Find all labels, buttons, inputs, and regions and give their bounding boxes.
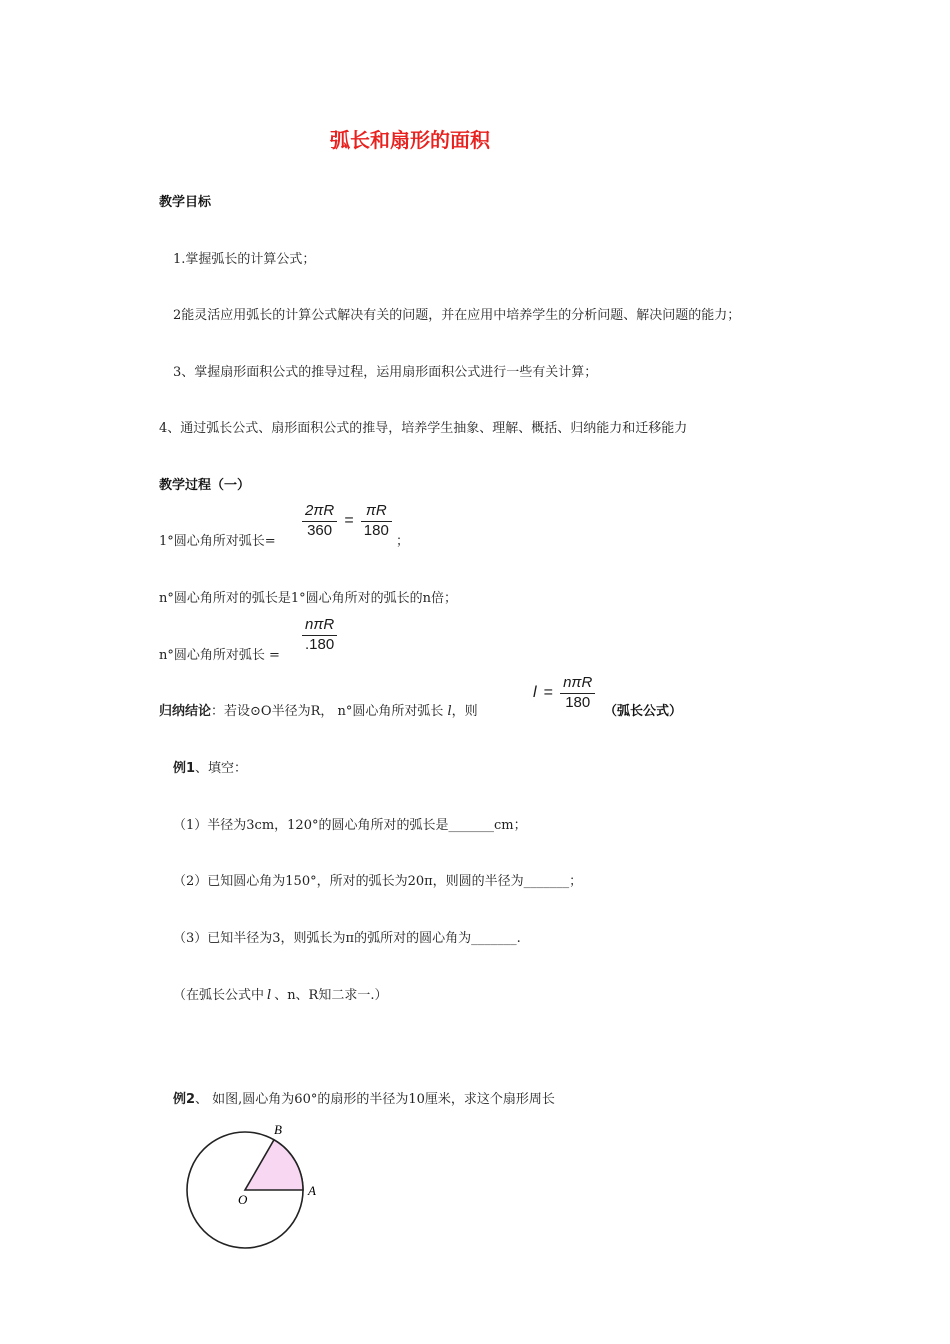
example1-item-3: （3）已知半径为3，则弧长为π的弧所对的圆心角为_______. (173, 931, 521, 946)
process-heading: 教学过程（一） (159, 478, 251, 493)
deg1-tail: ； (396, 534, 410, 549)
conclusion-label: 归纳结论 (159, 704, 212, 719)
conclusion-var-l: l (447, 704, 452, 719)
ndeg-label: n°圆心角所对弧长 = (159, 648, 280, 663)
label-o: O (238, 1192, 248, 1207)
example1-label: 例1 (173, 761, 196, 776)
example1-heading: 例1、填空： (173, 761, 248, 776)
example1-item-2: （2）已知圆心角为150°，所对的弧长为20π，则圆的半径为_______； (173, 874, 583, 889)
arc-length-formula: l = $\frac{\text{nπR}}{180}$ (533, 675, 595, 711)
ndeg-formula (302, 617, 337, 653)
note-var-l: l (267, 988, 272, 1003)
objectives-heading: 教学目标 (159, 195, 212, 210)
example2-heading: 例2、 如图,圆心角为60°的扇形的半径为10厘米，求这个扇形周长 (173, 1092, 555, 1107)
objective-item-3: 3、掌握扇形面积公式的推导过程，运用扇形面积公式进行一些有关计算； (173, 365, 598, 380)
page-title: 弧长和扇形的面积 (330, 128, 490, 152)
fraction-2piR-360: $\frac{2\pi R}{360}$ (302, 503, 337, 539)
example2-label: 例2 (173, 1092, 196, 1107)
objective-item-1: 1.掌握弧长的计算公式； (173, 252, 316, 267)
deg1-label: 1°圆心角所对弧长= (159, 534, 276, 549)
fraction-piR-180: $\frac{\pi R}{180}$ (361, 503, 392, 539)
conclusion-text: ：若设⊙O半径为R， n°圆心角所对弧长 (211, 704, 444, 719)
conclusion-line (159, 700, 478, 719)
objective-item-4: 4、通过弧长公式、扇形面积公式的推导，培养学生抽象、理解、概括、归纳能力和迁移能力 (159, 421, 688, 436)
label-a: A (308, 1183, 316, 1198)
deg1-formula (302, 503, 392, 539)
fraction-npiR-180-formula: $\frac{\text{nπR}}{180}$ (560, 675, 595, 711)
equals-sign: = (344, 512, 354, 529)
objective-item-2: 2能灵活应用弧长的计算公式解决有关的问题，并在应用中培养学生的分析问题、解决问题的能力； (173, 308, 741, 323)
formula-name: （弧长公式） (604, 704, 683, 719)
ndeg-line: n°圆心角所对的弧长是1°圆心角所对的弧长的n倍； (159, 591, 458, 606)
conclusion-then: ，则 (451, 704, 478, 719)
sector-60deg (245, 1140, 303, 1190)
formula-l: l (533, 684, 537, 701)
sector-figure (180, 1118, 340, 1258)
fraction-npiR-180: $\frac{\text{nπR}}{.180}$ (302, 617, 337, 653)
label-b: B (274, 1122, 282, 1137)
example1-item-1: （1）半径为3cm，120°的圆心角所对的弧长是_______cm； (173, 818, 527, 833)
example1-note: （在弧长公式中 l 、n、R知二求一.） (173, 988, 388, 1003)
